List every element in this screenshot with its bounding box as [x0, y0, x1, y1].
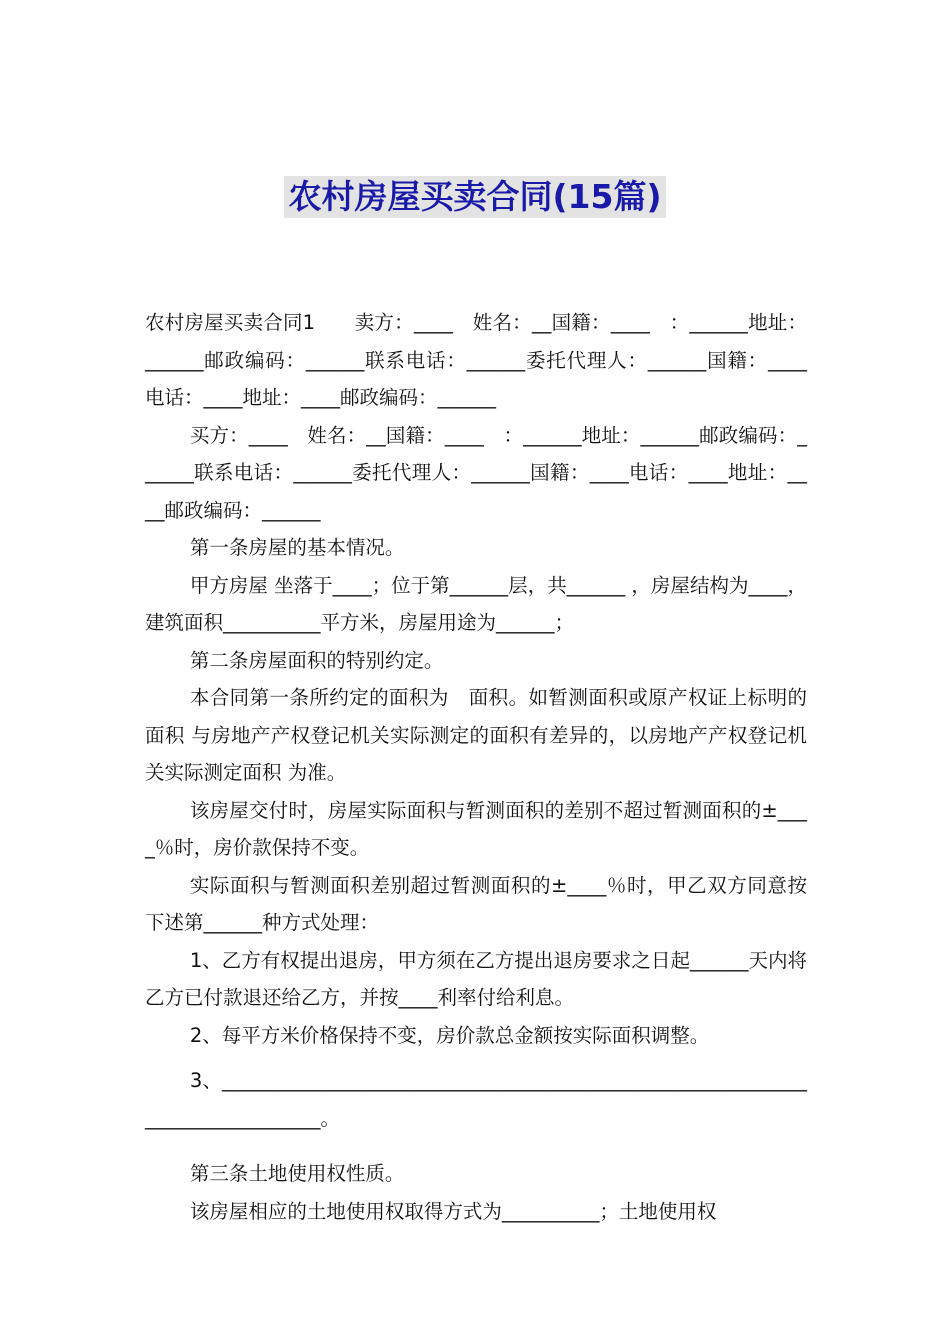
heading-article-2: 第二条房屋面积的特别约定。 — [189, 648, 444, 672]
paragraph-area-tolerance: 该房屋交付时，房屋实际面积与暂测面积的差别不超过暂测面积的±____％时，房价款保持不变。 — [145, 798, 807, 859]
document-body — [145, 304, 807, 1230]
list-item-option-3: 3、______________________________________________________________________________。 — [145, 1069, 807, 1130]
paragraph-area-agreement: 本合同第一条所约定的面积为 面积。如暂测面积或原产权证上标明的面积 与房地产产权登记机关实际测定的面积有差异的，以房地产产权登记机关实际测定面积 为准。 — [145, 686, 807, 784]
paragraph-land-use: 该房屋相应的土地使用权取得方式为__________；土地使用权 — [189, 1199, 717, 1223]
list-item-option-1: 1、乙方有权提出退房，甲方须在乙方提出退房要求之日起______天内将乙方已付款退还给乙方，并按____利率付给利息。 — [145, 948, 807, 1009]
document-title: 农村房屋买卖合同(15篇) — [284, 176, 665, 218]
paragraph-seller-info: 农村房屋买卖合同1 卖方：____ 姓名：__国籍：____ ：______地址：______邮政编码：______联系电话：______委托代理人：______国籍：____电话：____地址：____邮政编码：______ — [145, 311, 807, 409]
list-item-option-2: 2、每平方米价格保持不变，房价款总金额按实际面积调整。 — [189, 1023, 710, 1047]
heading-article-3: 第三条土地使用权性质。 — [189, 1162, 405, 1185]
heading-article-1: 第一条房屋的基本情况。 — [189, 536, 405, 559]
paragraph-house-basics: 甲方房屋 坐落于____；位于第______层，共______ ，房屋结构为____，建筑面积__________平方米，房屋用途为______； — [145, 573, 807, 634]
paragraph-buyer-info: 买方：____ 姓名：__国籍：____ ：______地址：______邮政编码：______联系电话：______委托代理人：______国籍：____电话：____地址：____邮政编码：______ — [145, 423, 807, 522]
title-container — [0, 176, 950, 218]
paragraph-area-excess: 实际面积与暂测面积差别超过暂测面积的±____％时，甲乙双方同意按下述第______种方式处理： — [145, 873, 807, 934]
